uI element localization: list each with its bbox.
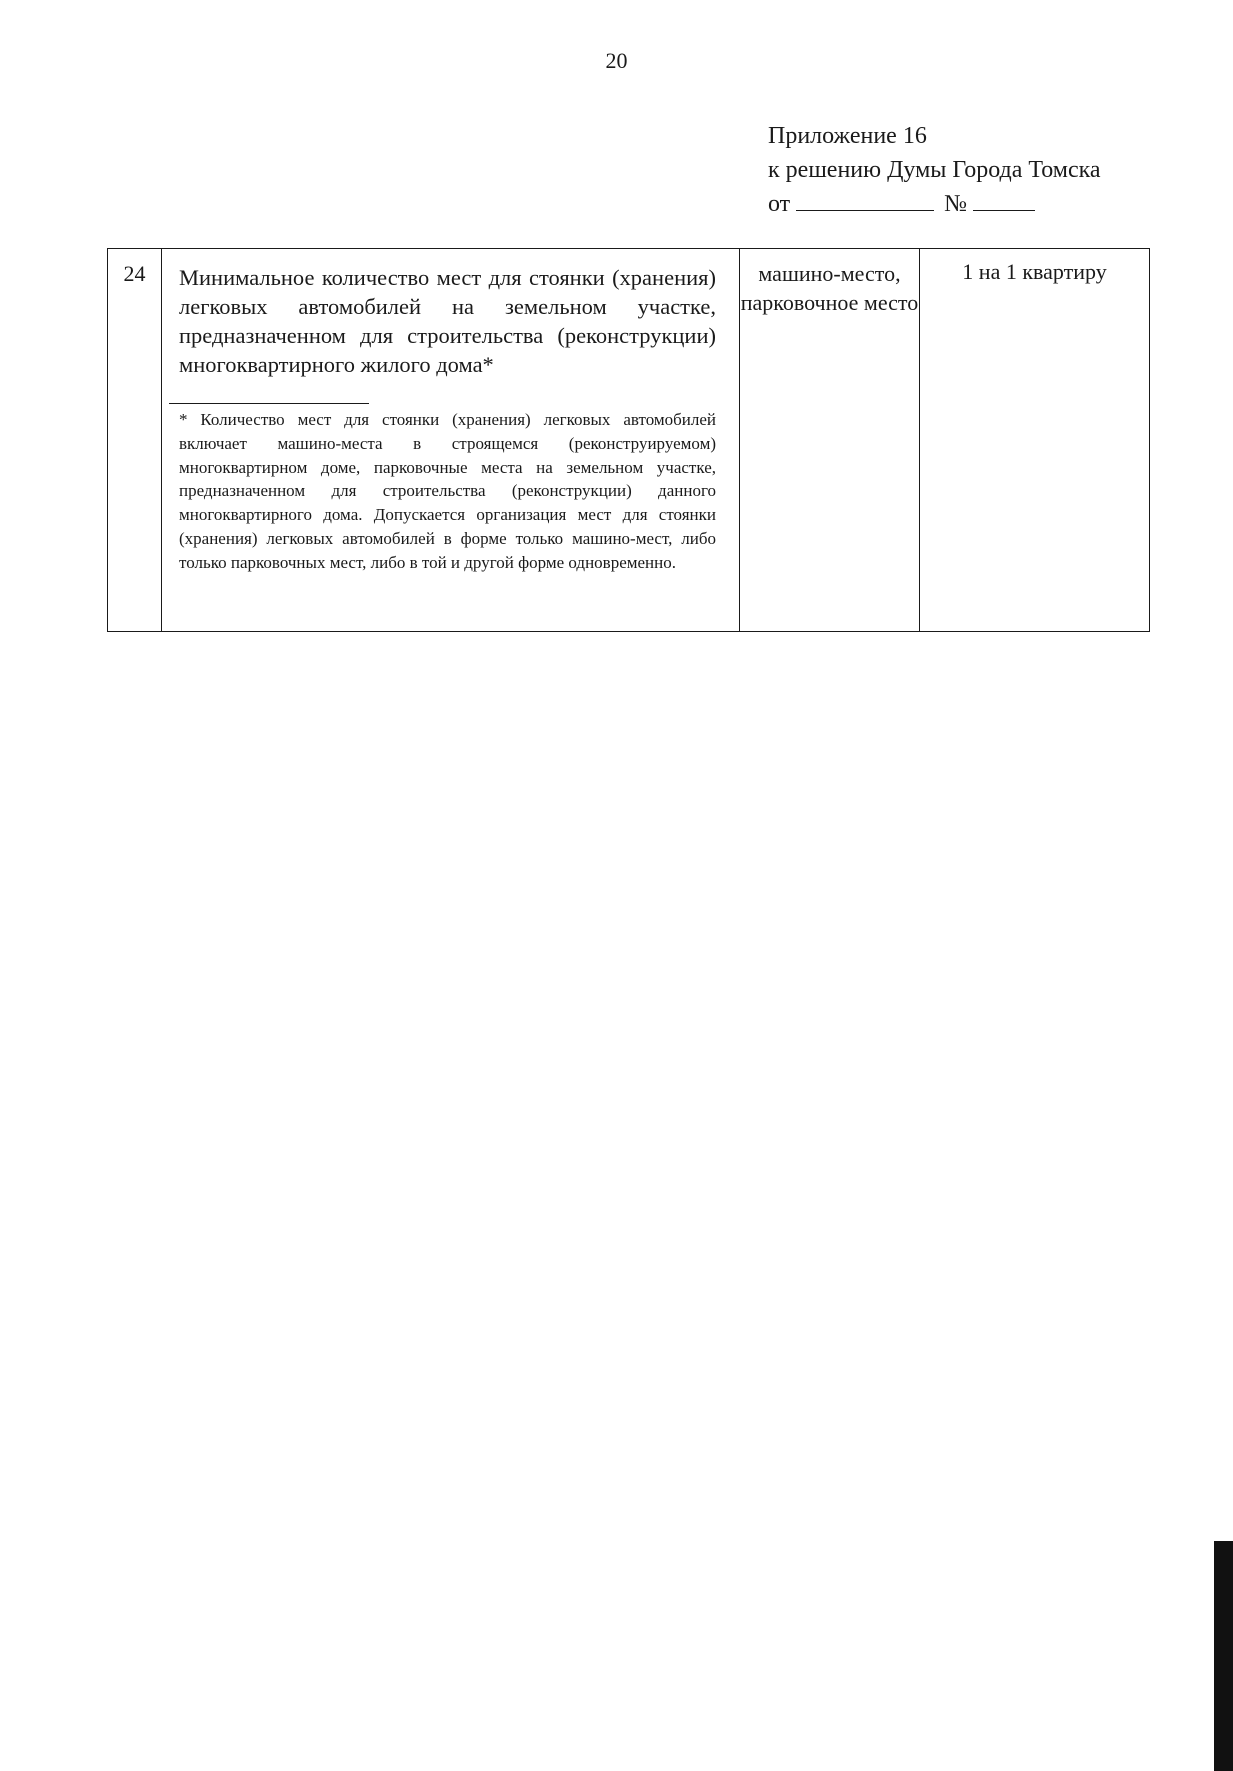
row-description-cell — [162, 249, 740, 632]
row-number: 24 — [108, 249, 162, 632]
scan-edge-mark — [1214, 1541, 1233, 1771]
norms-table — [107, 248, 1150, 632]
row-value: 1 на 1 квартиру — [920, 249, 1150, 632]
number-label: № — [944, 191, 968, 217]
row-footnote: * Количество мест для стоянки (хранения) легковых автомобилей включает машино-места в строящемся (реконструируемом) многоквартирном доме, парковочные места на земельном участке, предназначенном для строительства (реконструкции) данного многоквартирного дома. Допускается организация мест для стоянки (хранения) легковых автомобилей в форме только машино-мест, либо только парковочных мест, либо в той и другой форме одновременно. — [179, 410, 716, 572]
page-number: 20 — [605, 48, 628, 73]
footnote-separator — [169, 403, 369, 404]
appendix-decision: к решению Думы Города Томска — [768, 157, 1101, 183]
appendix-date-line — [768, 187, 1101, 221]
row-unit: машино-место, парковочное место — [740, 249, 920, 632]
from-label: от — [768, 191, 791, 217]
appendix-title: Приложение 16 — [768, 123, 927, 149]
date-blank — [796, 188, 934, 211]
table-row — [108, 249, 1150, 632]
number-blank — [973, 188, 1035, 211]
appendix-header — [768, 119, 1101, 221]
row-description: Минимальное количество мест для стоянки (хранения) легковых автомобилей на земельном участке, предназначенном для строительства (реконструкции) многоквартирного жилого дома* — [179, 265, 716, 377]
